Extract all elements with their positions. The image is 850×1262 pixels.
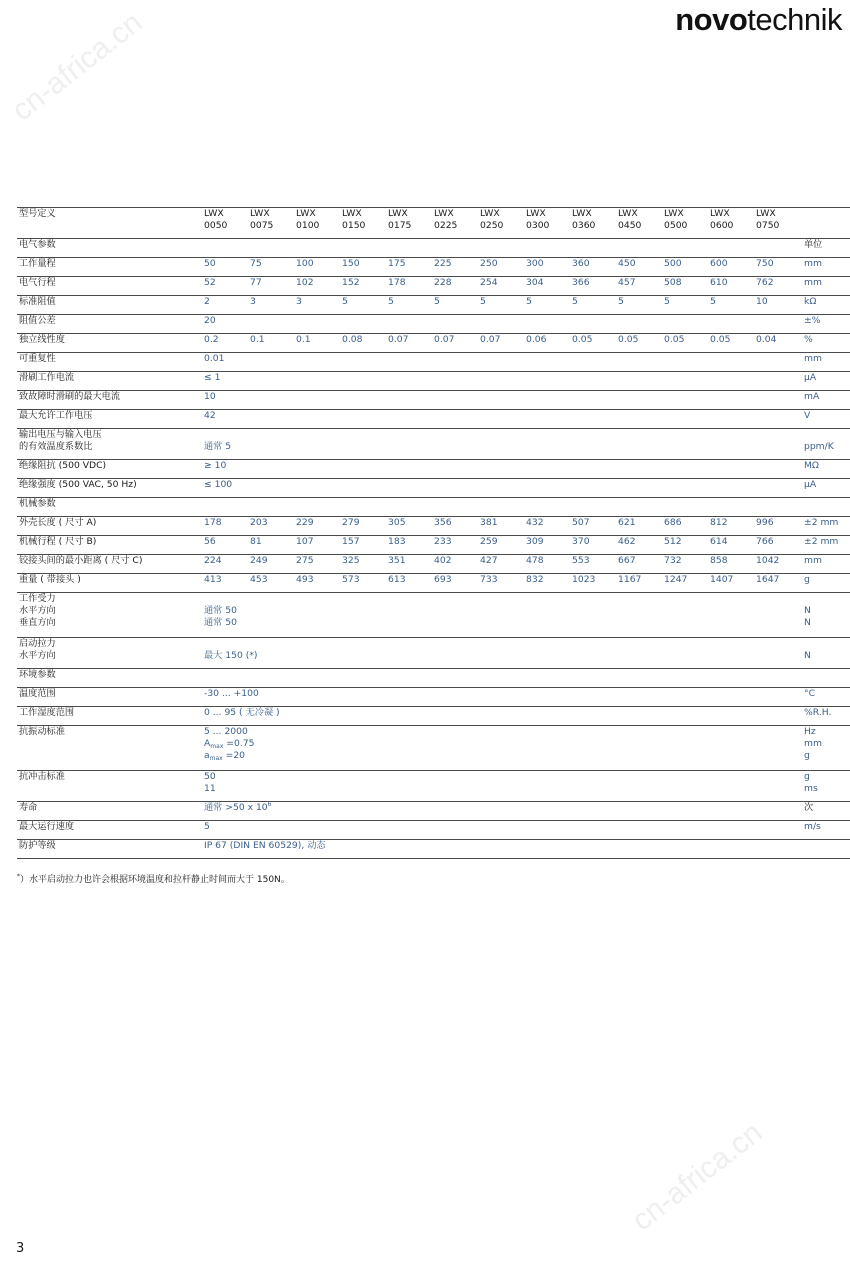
row-value-cell: 5 [340,296,386,315]
model-header-cell [708,208,754,239]
row-value [202,802,802,821]
spec-table [17,207,850,859]
row-value [202,726,802,771]
row-value [202,638,802,669]
row-unit: ±% [802,315,850,334]
row-unit-text: N [804,650,811,661]
row-unit: m/s [802,821,850,840]
row-unit: μA [802,372,850,391]
row-label: 电气行程 [17,277,202,296]
row-value-cell: 832 [524,574,570,593]
row-value-cell: 10 [754,296,802,315]
row-value-cell: 360 [570,258,616,277]
row-value-cell: 0.1 [294,334,340,353]
row-value-cell: 366 [570,277,616,296]
row-value-cell: 2 [202,296,248,315]
row-value-cell: 427 [478,555,524,574]
row-value-cell: 224 [202,555,248,574]
model-prefix: LWX [572,208,592,219]
row-unit: mA [802,391,850,410]
row-value-cell: 512 [662,536,708,555]
row-unit: mm [802,555,850,574]
row-value-cell: 300 [524,258,570,277]
row-value-line2: 11 [204,783,216,794]
row-value-cell: 5 [432,296,478,315]
breakaway-force-row [17,638,850,669]
model-header-label: 型号定义 [17,208,202,239]
row-unit-text: ppm/K [804,441,834,452]
amax-value: =0.75 [223,738,255,749]
row-label: 绝缘强度 (500 VAC, 50 Hz) [17,479,202,498]
row-value-cell: 667 [616,555,662,574]
max-speed-row [17,821,850,840]
model-prefix: LWX [388,208,408,219]
linearity-row [17,334,850,353]
row-value-cell: 5 [524,296,570,315]
model-number: 0175 [388,220,412,231]
model-header-cell [616,208,662,239]
model-header-cell [432,208,478,239]
row-unit [802,726,850,771]
row-value-cell: 250 [478,258,524,277]
row-value-cell: 229 [294,517,340,536]
environment-section-title: 环境参数 [17,669,850,688]
row-value: ≥ 10 [202,460,802,479]
row-value-cell: 614 [708,536,754,555]
shock-row [17,771,850,802]
row-label-line1: 工作受力 [19,593,56,604]
logo-light-part: technik [747,2,842,37]
row-label: 可重复性 [17,353,202,372]
row-unit-line3: g [804,750,810,761]
model-prefix: LWX [664,208,684,219]
row-value-cell: 254 [478,277,524,296]
dielectric-strength-row [17,479,850,498]
model-header-cell [294,208,340,239]
row-label [17,593,202,638]
row-value-cell: 453 [248,574,294,593]
row-value: 10 [202,391,802,410]
row-label: 独立线性度 [17,334,202,353]
row-value-cell: 5 [570,296,616,315]
row-value-cell: 325 [340,555,386,574]
row-value-cell: 0.07 [386,334,432,353]
row-label: 工作量程 [17,258,202,277]
row-unit: 次 [802,802,850,821]
electrical-travel-row [17,277,850,296]
row-label: 抗冲击标准 [17,771,202,802]
row-value-cell: 279 [340,517,386,536]
row-unit-line1: N [804,605,811,616]
row-label: 温度范围 [17,688,202,707]
row-value-cell: 77 [248,277,294,296]
humidity-range-row [17,707,850,726]
vibration-row [17,726,850,771]
row-value: 5 [202,821,802,840]
row-value-cell: 5 [616,296,662,315]
row-value-cell: 0.04 [754,334,802,353]
row-value-cell: 0.05 [616,334,662,353]
wiper-current-row [17,372,850,391]
row-value-cell: 1023 [570,574,616,593]
row-value-cell: 0.05 [708,334,754,353]
row-label: 外壳长度 ( 尺寸 A) [17,517,202,536]
row-value-cell: 733 [478,574,524,593]
row-unit-line2: mm [804,738,822,749]
row-unit: mm [802,353,850,372]
row-value-cell: 450 [616,258,662,277]
row-value-cell: 107 [294,536,340,555]
row-value-cell: 50 [202,258,248,277]
row-label: 重量 ( 带接头 ) [17,574,202,593]
row-value-cell: 275 [294,555,340,574]
amax-lower-value: =20 [222,750,246,761]
model-header-row [17,208,850,239]
row-value-cell: 0.05 [662,334,708,353]
row-value-cell: 5 [478,296,524,315]
row-value-cell: 75 [248,258,294,277]
row-value-cell: 812 [708,517,754,536]
model-number: 0750 [756,220,780,231]
row-value-cell: 553 [570,555,616,574]
row-value-line1: 通常 50 [204,605,237,616]
row-value-cell: 478 [524,555,570,574]
row-value-cell: 1247 [662,574,708,593]
row-label: 滑刷工作电流 [17,372,202,391]
amax-lower-subscript: max [209,755,223,762]
footnote-text: ）水平启动拉力也许会根据环境温度和拉杆静止时间而大于 150N。 [20,875,290,885]
novotechnik-logo [675,2,842,38]
row-value-cell: 508 [662,277,708,296]
row-value: ≤ 100 [202,479,802,498]
mechanical-section-row [17,498,850,517]
row-value-cell: 493 [294,574,340,593]
row-value: 0 ... 95 ( 无冷凝 ) [202,707,802,726]
row-unit [802,771,850,802]
model-prefix: LWX [434,208,454,219]
row-value-cell: 157 [340,536,386,555]
life-value: 通常 >50 x 10 [204,802,268,813]
row-label: 绝缘阻抗 (500 VDC) [17,460,202,479]
model-header-unit-cell [802,208,850,239]
model-prefix: LWX [480,208,500,219]
row-unit: V [802,410,850,429]
model-number: 0150 [342,220,366,231]
model-number: 0600 [710,220,734,231]
row-value-cell: 259 [478,536,524,555]
row-label: 抗振动标准 [17,726,202,771]
temperature-range-row [17,688,850,707]
row-label-line1: 启动拉力 [19,638,56,649]
model-prefix: LWX [526,208,546,219]
row-value-cell: 3 [294,296,340,315]
life-row [17,802,850,821]
row-label-line3: 垂直方向 [19,617,56,628]
footnote [17,872,290,885]
row-value-cell: 3 [248,296,294,315]
row-unit-line1: Hz [804,726,816,737]
electrical-section-title: 电气参数 [17,239,802,258]
min-mounting-distance-row [17,555,850,574]
row-value-cell: 381 [478,517,524,536]
model-prefix: LWX [342,208,362,219]
electrical-section-row [17,239,850,258]
model-header-cell [754,208,802,239]
row-label: 机械行程 ( 尺寸 B) [17,536,202,555]
row-value: -30 ... +100 [202,688,802,707]
row-unit: MΩ [802,460,850,479]
max-wiper-current-row [17,391,850,410]
row-value-cell: 203 [248,517,294,536]
row-unit [802,429,850,460]
row-unit-line2: N [804,617,811,628]
row-value-cell: 0.1 [248,334,294,353]
row-label: 工作湿度范围 [17,707,202,726]
row-value-cell: 762 [754,277,802,296]
row-unit: ±2 mm [802,536,850,555]
row-value: 20 [202,315,802,334]
row-value-cell: 732 [662,555,708,574]
model-header-cell [570,208,616,239]
row-label: 寿命 [17,802,202,821]
row-unit: mm [802,277,850,296]
unit-header: 单位 [802,239,850,258]
watermark: cn-africa.cn [5,5,149,128]
row-label: 铰接头间的最小距离 ( 尺寸 C) [17,555,202,574]
model-prefix: LWX [710,208,730,219]
row-value-cell: 1647 [754,574,802,593]
max-voltage-row [17,410,850,429]
row-label: 致故障时滑刷的最大电流 [17,391,202,410]
row-value-cell: 233 [432,536,478,555]
row-value-cell: 81 [248,536,294,555]
row-value-cell: 750 [754,258,802,277]
temp-coefficient-row [17,429,850,460]
row-value-cell: 0.05 [570,334,616,353]
row-value-line1: 50 [204,771,216,782]
row-value-cell: 0.06 [524,334,570,353]
amax-subscript: max [210,743,224,750]
watermark: cn-africa.cn [625,1115,769,1238]
model-number: 0500 [664,220,688,231]
row-value-cell: 610 [708,277,754,296]
row-value-cell: 613 [386,574,432,593]
row-value-cell: 5 [386,296,432,315]
row-unit: %R.H. [802,707,850,726]
row-value-cell: 175 [386,258,432,277]
row-value-cell: 432 [524,517,570,536]
row-value-cell: 686 [662,517,708,536]
row-label [17,429,202,460]
row-value-cell: 178 [386,277,432,296]
row-value-cell: 858 [708,555,754,574]
row-value [202,771,802,802]
row-unit [802,638,850,669]
model-prefix: LWX [250,208,270,219]
row-value-cell: 100 [294,258,340,277]
row-unit: ±2 mm [802,517,850,536]
row-value-cell: 228 [432,277,478,296]
repeatability-row [17,353,850,372]
row-value-cell: 693 [432,574,478,593]
row-value-cell: 0.07 [478,334,524,353]
mechanical-travel-row [17,536,850,555]
row-unit-line1: g [804,771,810,782]
row-value-text: 最大 150 (*) [204,650,258,661]
row-value: IP 67 (DIN EN 60529), 动态 [202,840,850,859]
row-unit-line2: ms [804,783,818,794]
row-value-cell: 351 [386,555,432,574]
row-value-cell: 304 [524,277,570,296]
row-value-cell: 1167 [616,574,662,593]
row-label: 标准阻值 [17,296,202,315]
row-unit: % [802,334,850,353]
row-value-cell: 996 [754,517,802,536]
nominal-resistance-row [17,296,850,315]
row-label-line2: 水平方向 [19,605,56,616]
amax-symbol: A [204,738,211,749]
row-value-cell: 507 [570,517,616,536]
row-value-cell: 0.07 [432,334,478,353]
row-unit: kΩ [802,296,850,315]
insulation-resistance-row [17,460,850,479]
row-value-cell: 52 [202,277,248,296]
model-header-cell [662,208,708,239]
model-header-cell [478,208,524,239]
model-header-cell [524,208,570,239]
model-number: 0225 [434,220,458,231]
row-unit [802,593,850,638]
row-unit: mm [802,258,850,277]
row-value-cell: 102 [294,277,340,296]
row-value-cell: 5 [708,296,754,315]
model-number: 0050 [204,220,228,231]
row-unit: μA [802,479,850,498]
row-value-cell: 462 [616,536,662,555]
row-value [202,593,802,638]
protection-row [17,840,850,859]
row-label: 阻值公差 [17,315,202,334]
row-value: 42 [202,410,802,429]
row-value-cell: 249 [248,555,294,574]
row-value-cell: 305 [386,517,432,536]
row-value-cell: 413 [202,574,248,593]
row-value-line2: 通常 50 [204,617,237,628]
row-unit: g [802,574,850,593]
model-prefix: LWX [756,208,776,219]
row-value-cell: 225 [432,258,478,277]
row-value-line1: 5 ... 2000 [204,726,248,737]
model-number: 0100 [296,220,320,231]
working-range-row [17,258,850,277]
row-value-cell: 457 [616,277,662,296]
row-value-cell: 56 [202,536,248,555]
page-number: 3 [16,1241,25,1256]
row-label-line2: 的有效温度系数比 [19,441,93,452]
row-value-cell: 766 [754,536,802,555]
row-value-cell: 152 [340,277,386,296]
model-number: 0450 [618,220,642,231]
row-value-cell: 0.2 [202,334,248,353]
row-value-cell: 356 [432,517,478,536]
row-label: 防护等级 [17,840,202,859]
mechanical-section-title: 机械参数 [17,498,850,517]
row-value-cell: 402 [432,555,478,574]
amax-lower-symbol: a [204,750,210,761]
model-number: 0075 [250,220,274,231]
row-value-cell: 178 [202,517,248,536]
row-label [17,638,202,669]
row-value [202,429,802,460]
environment-section-row [17,669,850,688]
row-value-cell: 370 [570,536,616,555]
row-value-cell: 1042 [754,555,802,574]
row-value: ≤ 1 [202,372,802,391]
row-value-cell: 309 [524,536,570,555]
model-prefix: LWX [618,208,638,219]
row-value-cell: 183 [386,536,432,555]
life-exponent: 6 [267,801,272,808]
row-value-cell: 1407 [708,574,754,593]
row-value-text: 通常 5 [204,441,232,452]
row-label-line2: 水平方向 [19,650,56,661]
model-header-cell [386,208,432,239]
row-label: 最大允许工作电压 [17,410,202,429]
model-header-cell [248,208,294,239]
housing-length-row [17,517,850,536]
row-value-cell: 600 [708,258,754,277]
model-header-cell [340,208,386,239]
resistance-tolerance-row [17,315,850,334]
weight-row [17,574,850,593]
model-header-cell [202,208,248,239]
row-value-cell: 0.08 [340,334,386,353]
row-value-cell: 573 [340,574,386,593]
row-value-cell: 150 [340,258,386,277]
model-number: 0250 [480,220,504,231]
logo-bold-part: novo [675,2,748,37]
operating-force-row [17,593,850,638]
model-prefix: LWX [296,208,316,219]
row-value: 0.01 [202,353,802,372]
row-value-cell: 500 [662,258,708,277]
model-number: 0300 [526,220,550,231]
model-prefix: LWX [204,208,224,219]
model-number: 0360 [572,220,596,231]
row-unit: °C [802,688,850,707]
row-label: 最大运行速度 [17,821,202,840]
row-value-cell: 621 [616,517,662,536]
row-value-cell: 5 [662,296,708,315]
footnote-marker: * [17,873,20,880]
row-label-line1: 输出电压与输入电压 [19,429,102,440]
